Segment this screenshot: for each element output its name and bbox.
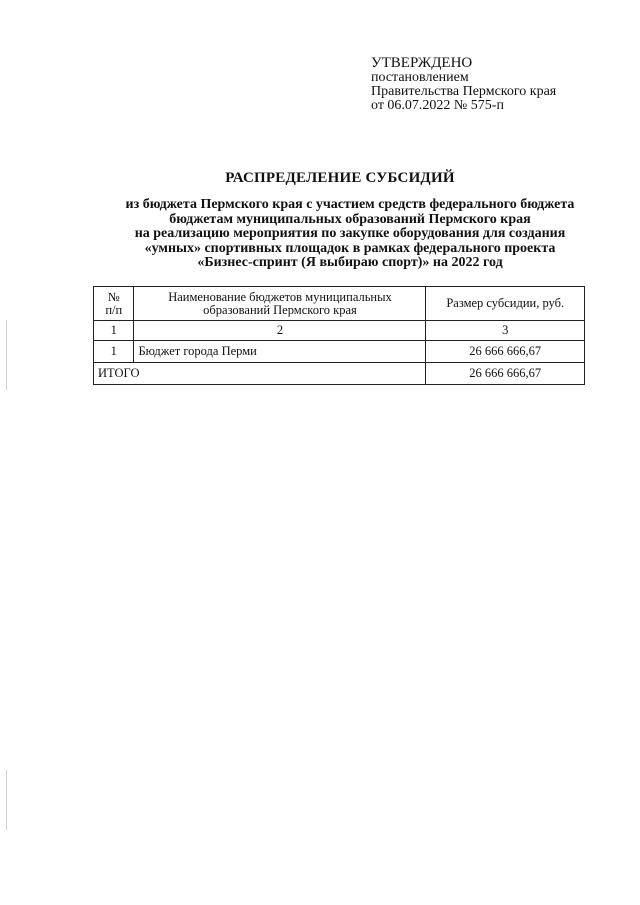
- column-number-2: 2: [134, 321, 426, 341]
- approval-stamp: [371, 55, 611, 113]
- column-number-row: [94, 321, 585, 341]
- subtitle-line-5: «Бизнес-спринт (Я выбираю спорт)» на 2022 год: [197, 255, 503, 270]
- column-number-3: 3: [426, 321, 585, 341]
- header-name-line-1: Наименование бюджетов муниципальных: [168, 289, 392, 304]
- subsidy-table: [93, 286, 585, 385]
- subtitle-line-3: на реализацию мероприятия по закупке оборудования для создания: [134, 226, 566, 241]
- approval-line-3: от 06.07.2022 № 575-п: [371, 98, 504, 113]
- approval-line-1: постановлением: [371, 70, 469, 85]
- scan-edge-mark: [6, 770, 7, 830]
- total-row: [94, 363, 585, 385]
- subtitle-line-2: бюджетам муниципальных образований Пермского края: [169, 211, 531, 227]
- header-num-line-2: п/п: [105, 302, 123, 317]
- header-name-line-2: образований Пермского края: [203, 302, 357, 317]
- row-amount: 26 666 666,67: [426, 341, 585, 363]
- document-subtitle: [60, 198, 640, 271]
- header-num: [94, 287, 134, 321]
- subtitle-line-4: «умных» спортивных площадок в рамках федерального проекта: [144, 240, 556, 256]
- table-header-row: [94, 287, 585, 321]
- scan-edge-mark: [6, 320, 7, 390]
- approval-line-2: Правительства Пермского края: [371, 84, 557, 99]
- document-title: РАСПРЕДЕЛЕНИЕ СУБСИДИЙ: [225, 170, 455, 186]
- table-row: [94, 341, 585, 363]
- row-num: 1: [94, 341, 134, 363]
- approval-heading: УТВЕРЖДЕНО: [371, 55, 473, 71]
- header-amount: Размер субсидии, руб.: [426, 287, 585, 321]
- row-name: Бюджет города Перми: [134, 341, 426, 363]
- header-name: [134, 287, 426, 321]
- subtitle-line-1: из бюджета Пермского края с участием средств федерального бюджета: [125, 197, 575, 212]
- column-number-1: 1: [94, 321, 134, 341]
- total-amount: 26 666 666,67: [426, 363, 585, 385]
- header-num-line-1: №: [107, 289, 120, 304]
- total-label: ИТОГО: [94, 363, 426, 385]
